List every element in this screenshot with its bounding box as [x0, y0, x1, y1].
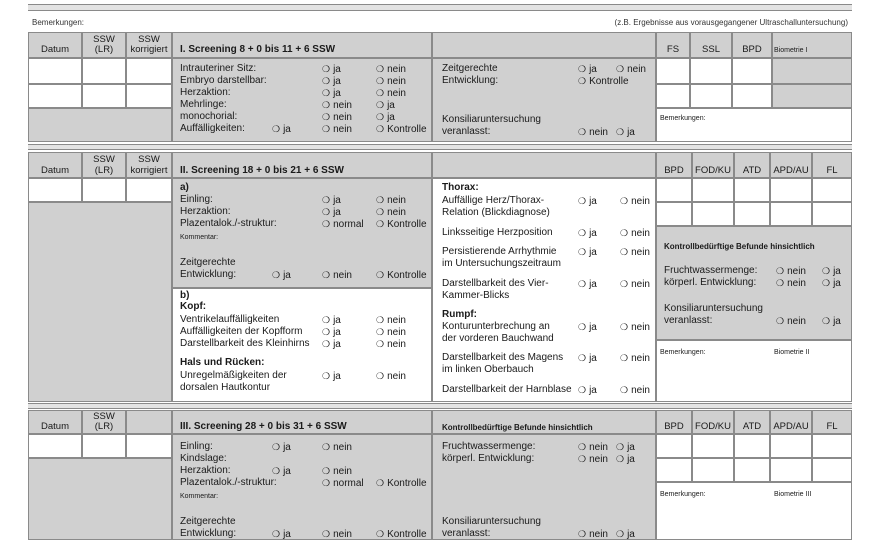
s3-option[interactable]: ❍ nein: [322, 441, 352, 454]
s2-option[interactable]: ❍ Kontrolle: [376, 269, 427, 282]
s2-bio-bpd: BPD: [664, 165, 684, 176]
s3-option[interactable]: ❍ ja: [616, 528, 635, 541]
s2-rumpf-item: Darstellbarkeit der Harnblase: [442, 384, 572, 395]
s2-lr-label: (LR): [94, 165, 114, 176]
s2-hals-heading: Hals und Rücken:: [180, 357, 265, 368]
s2-option[interactable]: ❍ nein: [620, 278, 650, 291]
s1-option[interactable]: ❍ ja: [578, 63, 597, 76]
s2-kommentar-label: Kommentar:: [180, 234, 219, 241]
s3-bio-cell[interactable]: [692, 458, 734, 482]
s2-kontroll-heading: Kontrollbedürftige Befunde hinsichtlich: [664, 242, 815, 251]
s2-thorax-item-cont: Kammer-Blicks: [442, 290, 510, 301]
s2-option[interactable]: ❍ nein: [620, 246, 650, 259]
s2-bio-fl: FL: [826, 165, 838, 176]
s3-option[interactable]: ❍ nein: [578, 528, 608, 541]
s1-option[interactable]: ❍ nein: [578, 126, 608, 139]
s2-hals-label-1: Unregelmäßigkeiten der: [180, 370, 287, 381]
s2-ssw-cell[interactable]: [82, 178, 126, 202]
s1-option[interactable]: ❍ nein: [376, 87, 406, 100]
s1-option[interactable]: ❍ nein: [376, 75, 406, 88]
s3-zeit-label-2: Entwicklung:: [180, 528, 237, 539]
s2-thorax-item-cont: Relation (Blickdiagnose): [442, 207, 550, 218]
s1-bio-cell[interactable]: [732, 84, 772, 108]
s2-ke-label: körperl. Entwicklung:: [664, 277, 757, 288]
s2-option[interactable]: ❍ ja: [578, 246, 597, 259]
s1-lr-label: (LR): [94, 44, 114, 55]
s3-option[interactable]: ❍ ja: [616, 441, 635, 454]
s2-kopf-row: Auffälligkeiten der Kopfform: [180, 326, 303, 337]
s3-bio-cell[interactable]: [656, 458, 692, 482]
s3-zeit-label-1: Zeitgerechte: [180, 516, 236, 527]
s1-kons-label-2: veranlasst:: [442, 126, 491, 137]
s3-ssw-cell[interactable]: [82, 434, 126, 458]
s2-thorax-item-cont: im Untersuchungszeitraum: [442, 258, 561, 269]
s3-bio-cell[interactable]: [734, 434, 770, 458]
s2-kopf-row: Darstellbarkeit des Kleinhirns: [180, 338, 310, 349]
s2-ssw-label: SSW: [93, 154, 115, 165]
s1-remarks-label: Bemerkungen:: [660, 115, 706, 122]
s2-option[interactable]: ❍ ja: [578, 227, 597, 240]
s3-option[interactable]: ❍ ja: [616, 453, 635, 466]
s1-kons-label-1: Konsiliaruntersuchung: [442, 114, 541, 125]
s3-bio-cell[interactable]: [692, 434, 734, 458]
s1-zeit-label-1: Zeitgerechte: [442, 63, 498, 74]
s1-auff-label: Auffälligkeiten:: [180, 123, 245, 134]
s3-option[interactable]: ❍ nein: [322, 528, 352, 541]
s2-option[interactable]: ❍ ja: [578, 352, 597, 365]
s1-bio-cell[interactable]: [732, 58, 772, 84]
s2-hals-label-2: dorsalen Hautkontur: [180, 382, 271, 393]
s2-option[interactable]: ❍ ja: [822, 277, 841, 290]
s2-option[interactable]: ❍ nein: [376, 194, 406, 207]
s3-datum-cell[interactable]: [28, 434, 82, 458]
s2-rumpf-heading: Rumpf:: [442, 309, 477, 320]
s2-bio-cell[interactable]: [734, 202, 770, 226]
s1-bio-ssl: SSL: [702, 44, 720, 55]
s3-ssw-label: SSW: [93, 411, 115, 422]
s3-bio-fodku: FOD/KU: [695, 421, 731, 432]
s1-left-fill: [28, 108, 172, 142]
s2-a-row: Herzaktion:: [180, 206, 231, 217]
s1-option[interactable]: ❍ nein: [322, 123, 352, 136]
s2-left-fill: [28, 202, 172, 402]
s2-option[interactable]: ❍ Kontrolle: [376, 218, 427, 231]
s2-zeit-label-1: Zeitgerechte: [180, 257, 236, 268]
s2-rumpf-item: Konturunterbrechung an: [442, 321, 550, 332]
s2-a-row: Plazentalok./-struktur:: [180, 218, 277, 229]
s2-thorax-item: Auffällige Herz/Thorax-: [442, 195, 545, 206]
s1-option[interactable]: ❍ ja: [272, 123, 291, 136]
remarks-header: [28, 15, 852, 29]
s3-option[interactable]: ❍ Kontrolle: [376, 477, 427, 490]
s2-bio-cell[interactable]: [692, 202, 734, 226]
s3-ke-label: körperl. Entwicklung:: [442, 453, 535, 464]
s2-a-label: a): [180, 182, 189, 193]
s2-remarks-label: Bemerkungen:: [660, 349, 706, 356]
s2-option[interactable]: ❍ ja: [322, 326, 341, 339]
s1-option[interactable]: ❍ nein: [322, 111, 352, 124]
s3-row-label: Kindslage:: [180, 453, 227, 464]
s2-option[interactable]: ❍ ja: [322, 206, 341, 219]
s2-zeit-label-2: Entwicklung:: [180, 269, 237, 280]
section-separator: [28, 403, 852, 409]
s1-option[interactable]: ❍ ja: [322, 63, 341, 76]
s3-bio-cell[interactable]: [770, 434, 812, 458]
s2-ssw2-label: SSW: [138, 154, 160, 165]
s2-thorax-item: Darstellbarkeit des Vier-: [442, 278, 549, 289]
s2-option[interactable]: ❍ nein: [376, 370, 406, 383]
remarks-hint: (z.B. Ergebnisse aus vorausgegangener Ultraschalluntersuchung): [614, 18, 848, 27]
s3-row-label: Einling:: [180, 441, 213, 452]
s2-bio-cell[interactable]: [656, 178, 692, 202]
s2-korr-label: korrigiert: [130, 165, 168, 176]
s3-option[interactable]: ❍ nein: [578, 441, 608, 454]
s1-bio-cell[interactable]: [656, 84, 690, 108]
s2-option[interactable]: ❍ nein: [776, 265, 806, 278]
s3-bio-fl: FL: [826, 421, 838, 432]
s3-bio-cell[interactable]: [812, 434, 852, 458]
s1-ssw-cell-1[interactable]: [82, 58, 126, 84]
s2-rumpf-item-cont: der vorderen Bauchwand: [442, 333, 554, 344]
s2-title: II. Screening 18 + 0 bis 21 + 6 SSW: [180, 165, 344, 176]
remarks-label: Bemerkungen:: [32, 18, 85, 27]
s1-row-label: monochorial:: [180, 111, 238, 122]
s1-ssw-cell-2[interactable]: [82, 84, 126, 108]
s2-bio-atd: ATD: [742, 165, 762, 176]
s2-b-label: b): [180, 290, 190, 301]
s2-option[interactable]: ❍ ja: [322, 338, 341, 351]
s2-option[interactable]: ❍ nein: [620, 227, 650, 240]
s1-datum-label: Datum: [41, 44, 69, 55]
s1-bio-fill: [772, 58, 852, 84]
s2-kons-label-1: Konsiliaruntersuchung: [664, 303, 763, 314]
s1-korr-cell-2[interactable]: [126, 84, 172, 108]
s2-kopf-heading: Kopf:: [180, 301, 207, 312]
s2-option[interactable]: ❍ nein: [620, 384, 650, 397]
s2-bio-cell[interactable]: [812, 202, 852, 226]
s3-option[interactable]: ❍ normal: [322, 477, 364, 490]
s1-option[interactable]: ❍ ja: [376, 111, 395, 124]
s3-option[interactable]: ❍ ja: [272, 441, 291, 454]
s2-option[interactable]: ❍ ja: [578, 195, 597, 208]
s1-row-label: Mehrlinge:: [180, 99, 227, 110]
s3-row-label: Plazentalok./-struktur:: [180, 477, 277, 488]
s2-option[interactable]: ❍ nein: [776, 277, 806, 290]
s2-bio-cell[interactable]: [734, 178, 770, 202]
s2-option[interactable]: ❍ nein: [776, 315, 806, 328]
s2-option[interactable]: ❍ normal: [322, 218, 364, 231]
s1-option[interactable]: ❍ ja: [322, 75, 341, 88]
s1-row-label: Embryo darstellbar:: [180, 75, 267, 86]
s3-datum-label: Datum: [41, 421, 69, 432]
s1-option[interactable]: ❍ nein: [616, 63, 646, 76]
s2-thorax-item: Persistierende Arrhythmie: [442, 246, 557, 257]
s2-thorax-item: Linksseitige Herzposition: [442, 227, 553, 238]
s2-biometrie-label: Biometrie II: [774, 349, 810, 356]
s1-bio-bpd: BPD: [742, 44, 762, 55]
s1-ssw2-label: SSW: [138, 34, 160, 45]
s2-title-bar-right: [432, 152, 656, 178]
s3-bio-atd: ATD: [742, 421, 762, 432]
s3-fw-label: Fruchtwassermenge:: [442, 441, 536, 452]
s3-option[interactable]: ❍ nein: [322, 465, 352, 478]
s1-datum-cell-1[interactable]: [28, 58, 82, 84]
s1-option[interactable]: ❍ ja: [322, 87, 341, 100]
s1-option[interactable]: ❍ nein: [322, 99, 352, 112]
s2-thorax-heading: Thorax:: [442, 182, 479, 193]
s2-a-row: Einling:: [180, 194, 213, 205]
s1-option[interactable]: ❍ ja: [616, 126, 635, 139]
s1-option[interactable]: ❍ Kontrolle: [376, 123, 427, 136]
s1-korr-cell-1[interactable]: [126, 58, 172, 84]
s2-option[interactable]: ❍ nein: [376, 206, 406, 219]
s2-option[interactable]: ❍ ja: [322, 370, 341, 383]
s2-option[interactable]: ❍ ja: [578, 321, 597, 334]
top-rule: [28, 4, 852, 11]
s2-bio-apdau: APD/AU: [773, 165, 809, 176]
s2-option[interactable]: ❍ nein: [620, 195, 650, 208]
s1-ssw-label: SSW: [93, 34, 115, 45]
s3-lr-label: (LR): [94, 421, 114, 432]
s3-bio-cell[interactable]: [734, 458, 770, 482]
s2-option[interactable]: ❍ nein: [620, 352, 650, 365]
s2-option[interactable]: ❍ ja: [578, 384, 597, 397]
s1-option[interactable]: ❍ Kontrolle: [578, 75, 629, 88]
s3-blank-cell[interactable]: [126, 434, 172, 458]
s1-option[interactable]: ❍ ja: [376, 99, 395, 112]
s3-kontroll-heading: Kontrollbedürftige Befunde hinsichtlich: [442, 423, 593, 432]
s2-bio-cell[interactable]: [770, 202, 812, 226]
s3-option[interactable]: ❍ Kontrolle: [376, 528, 427, 541]
s3-title: III. Screening 28 + 0 bis 31 + 6 SSW: [180, 421, 347, 432]
s2-bio-fodku: FOD/KU: [695, 165, 731, 176]
s3-row-label: Herzaktion:: [180, 465, 231, 476]
s2-option[interactable]: ❍ ja: [822, 265, 841, 278]
s3-kons-label-2: veranlasst:: [442, 528, 491, 539]
s1-zeit-label-2: Entwicklung:: [442, 75, 499, 86]
s2-option[interactable]: ❍ ja: [272, 269, 291, 282]
s2-kons-label-2: veranlasst:: [664, 315, 713, 326]
s2-fw-label: Fruchtwassermenge:: [664, 265, 758, 276]
s3-remarks-label: Bemerkungen:: [660, 491, 706, 498]
s3-bio-cell[interactable]: [812, 458, 852, 482]
s1-bio-cell[interactable]: [690, 84, 732, 108]
s2-korr-cell[interactable]: [126, 178, 172, 202]
s2-datum-label: Datum: [41, 165, 69, 176]
s2-rumpf-item: Darstellbarkeit des Magens: [442, 352, 564, 363]
s3-blank-header: [126, 410, 172, 434]
s1-bio-cell[interactable]: [690, 58, 732, 84]
s1-korr-label: korrigiert: [130, 44, 168, 55]
s3-option[interactable]: ❍ ja: [272, 528, 291, 541]
s3-bio-apdau: APD/AU: [773, 421, 809, 432]
s3-kommentar-label: Kommentar:: [180, 493, 219, 500]
s1-datum-cell-2[interactable]: [28, 84, 82, 108]
s1-biometrie-label: Biometrie I: [774, 47, 808, 54]
s2-option[interactable]: ❍ nein: [376, 314, 406, 327]
s2-option[interactable]: ❍ ja: [322, 314, 341, 327]
s2-datum-cell[interactable]: [28, 178, 82, 202]
s2-option[interactable]: ❍ ja: [822, 315, 841, 328]
s1-bio-fs: FS: [666, 44, 680, 55]
s3-option[interactable]: ❍ ja: [272, 465, 291, 478]
s3-bio-cell[interactable]: [770, 458, 812, 482]
s2-option[interactable]: ❍ ja: [578, 278, 597, 291]
s3-left-fill: [28, 458, 172, 540]
s2-option[interactable]: ❍ nein: [620, 321, 650, 334]
s2-option[interactable]: ❍ nein: [376, 326, 406, 339]
s2-bio-cell[interactable]: [770, 178, 812, 202]
s2-bio-cell[interactable]: [656, 202, 692, 226]
s2-kopf-row: Ventrikelauffälligkeiten: [180, 314, 280, 325]
s3-biometrie-label: Biometrie III: [774, 491, 812, 498]
s1-bio-cell[interactable]: [656, 58, 690, 84]
s1-title: I. Screening 8 + 0 bis 11 + 6 SSW: [180, 44, 336, 55]
s3-kons-label-1: Konsiliaruntersuchung: [442, 516, 541, 527]
s3-bio-cell[interactable]: [656, 434, 692, 458]
s3-option[interactable]: ❍ nein: [578, 453, 608, 466]
s2-rumpf-item-cont: im linken Oberbauch: [442, 364, 534, 375]
s1-row-label: Intrauteriner Sitz:: [180, 63, 257, 74]
s2-option[interactable]: ❍ nein: [376, 338, 406, 351]
s2-bio-cell[interactable]: [812, 178, 852, 202]
s1-option[interactable]: ❍ nein: [376, 63, 406, 76]
s2-option[interactable]: ❍ ja: [322, 194, 341, 207]
section-separator: [28, 144, 852, 150]
s2-bio-cell[interactable]: [692, 178, 734, 202]
s1-title-bar-right: [432, 32, 656, 58]
s3-bio-bpd: BPD: [664, 421, 684, 432]
s1-row-label: Herzaktion:: [180, 87, 231, 98]
s2-option[interactable]: ❍ nein: [322, 269, 352, 282]
s1-bio-fill: [772, 84, 852, 108]
